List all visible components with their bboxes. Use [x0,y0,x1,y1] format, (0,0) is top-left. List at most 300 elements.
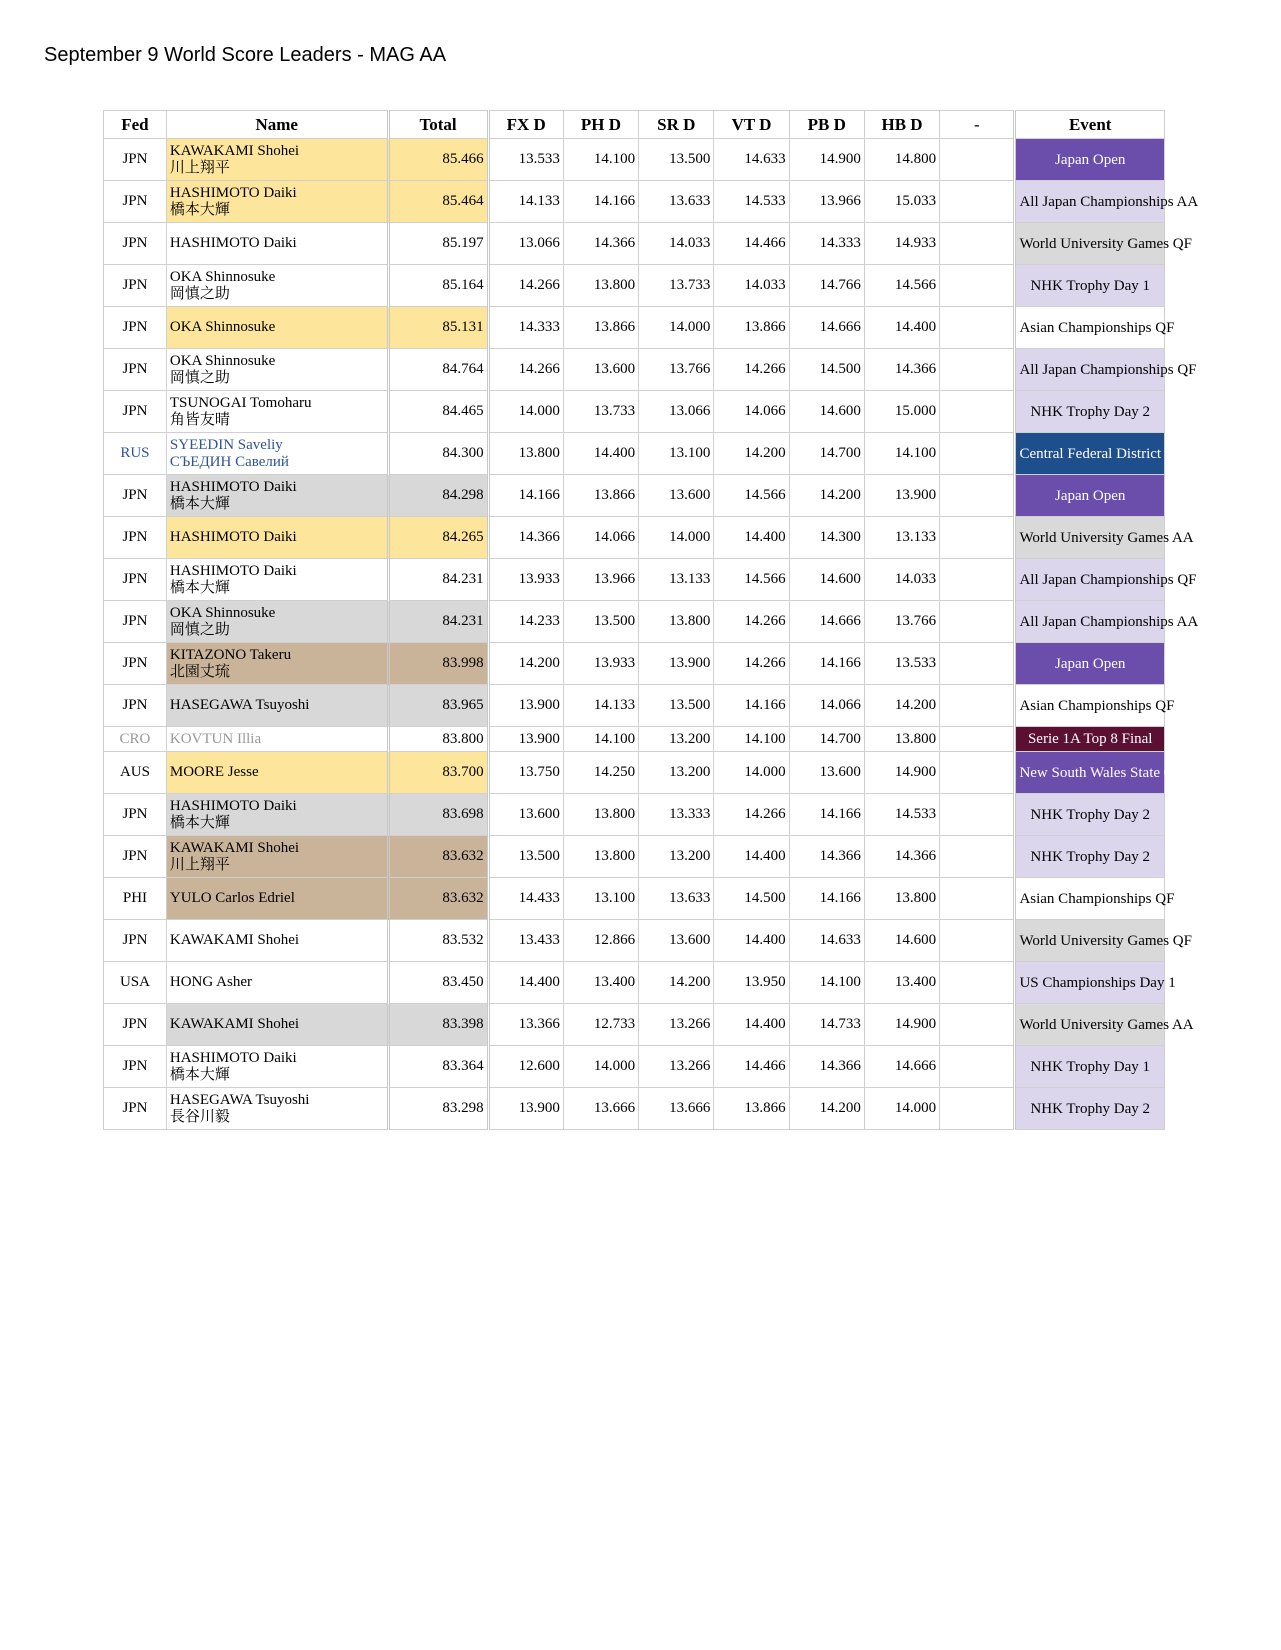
dash-cell [940,1046,1015,1088]
fed-cell: JPN [104,920,167,962]
vt-d-cell: 14.400 [714,1004,789,1046]
dash-cell [940,685,1015,727]
athlete-name: HASEGAWA Tsuyoshi [169,1091,310,1108]
table-row [104,836,1165,878]
hb-d-cell: 14.400 [864,307,939,349]
name-cell [166,349,388,391]
event-cell: All Japan Championships AA [1015,601,1165,643]
pb-d-cell: 14.600 [789,391,864,433]
table-row [104,1088,1165,1130]
fed-cell: JPN [104,349,167,391]
hb-d-cell: 14.800 [864,139,939,181]
header-pb-d: PB D [789,111,864,139]
ph-d-cell: 14.066 [563,517,638,559]
event-cell: World University Games QF [1015,920,1165,962]
fed-cell: JPN [104,139,167,181]
dash-cell [940,752,1015,794]
hb-d-cell: 14.000 [864,1088,939,1130]
vt-d-cell: 13.866 [714,307,789,349]
event-cell: Asian Championships QF [1015,685,1165,727]
ph-d-cell: 13.400 [563,962,638,1004]
event-cell: NHK Trophy Day 2 [1015,391,1165,433]
event-cell: NHK Trophy Day 2 [1015,794,1165,836]
hb-d-cell: 13.900 [864,475,939,517]
pb-d-cell: 13.966 [789,181,864,223]
pb-d-cell: 14.166 [789,643,864,685]
ph-d-cell: 14.100 [563,727,638,752]
fx-d-cell: 12.600 [488,1046,563,1088]
pb-d-cell: 14.700 [789,433,864,475]
sr-d-cell: 13.900 [639,643,714,685]
hb-d-cell: 13.533 [864,643,939,685]
fx-d-cell: 13.800 [488,433,563,475]
vt-d-cell: 14.400 [714,836,789,878]
dash-cell [940,349,1015,391]
pb-d-cell: 14.633 [789,920,864,962]
sr-d-cell: 13.600 [639,920,714,962]
name-cell [166,727,388,752]
ph-d-cell: 13.800 [563,794,638,836]
total-cell: 83.965 [388,685,488,727]
dash-cell [940,1088,1015,1130]
event-cell: Central Federal District Championships QF [1015,433,1165,475]
total-cell: 84.300 [388,433,488,475]
athlete-name: HASHIMOTO Daiki [169,562,297,579]
sr-d-cell: 13.633 [639,181,714,223]
name-cell [166,391,388,433]
fed-cell: JPN [104,223,167,265]
sr-d-cell: 13.500 [639,139,714,181]
athlete-name: HASHIMOTO Daiki [169,478,297,495]
event-cell: All Japan Championships QF [1015,349,1165,391]
table-row [104,181,1165,223]
pb-d-cell: 14.166 [789,794,864,836]
ph-d-cell: 13.666 [563,1088,638,1130]
ph-d-cell: 14.166 [563,181,638,223]
dash-cell [940,517,1015,559]
table-row [104,685,1165,727]
athlete-name: KAWAKAMI Shohei [169,1016,300,1032]
name-cell [166,878,388,920]
total-cell: 83.632 [388,836,488,878]
dash-cell [940,1004,1015,1046]
pb-d-cell: 14.200 [789,475,864,517]
athlete-native-name: 岡慎之助 [169,285,230,302]
total-cell: 83.398 [388,1004,488,1046]
fx-d-cell: 13.366 [488,1004,563,1046]
athlete-name: HASHIMOTO Daiki [169,529,297,545]
pb-d-cell: 14.900 [789,139,864,181]
vt-d-cell: 14.000 [714,752,789,794]
event-cell: All Japan Championships QF [1015,559,1165,601]
athlete-name: KAWAKAMI Shohei [169,932,300,948]
hb-d-cell: 13.766 [864,601,939,643]
fx-d-cell: 14.200 [488,643,563,685]
fed-cell: JPN [104,643,167,685]
fx-d-cell: 13.750 [488,752,563,794]
vt-d-cell: 14.400 [714,517,789,559]
pb-d-cell: 14.766 [789,265,864,307]
sr-d-cell: 14.033 [639,223,714,265]
sr-d-cell: 13.733 [639,265,714,307]
athlete-name: HASHIMOTO Daiki [169,797,297,814]
table-row [104,643,1165,685]
athlete-native-name: 長谷川毅 [169,1108,230,1125]
total-cell: 85.131 [388,307,488,349]
table-row [104,223,1165,265]
athlete-name: OKA Shinnosuke [169,319,276,335]
fx-d-cell: 13.933 [488,559,563,601]
ph-d-cell: 13.100 [563,878,638,920]
hb-d-cell: 15.000 [864,391,939,433]
fed-cell: CRO [104,727,167,752]
vt-d-cell: 14.266 [714,601,789,643]
ph-d-cell: 13.933 [563,643,638,685]
ph-d-cell: 14.366 [563,223,638,265]
ph-d-cell: 13.866 [563,475,638,517]
sr-d-cell: 13.800 [639,601,714,643]
table-row [104,920,1165,962]
event-cell: World University Games AA [1015,1004,1165,1046]
hb-d-cell: 14.533 [864,794,939,836]
athlete-name: HASHIMOTO Daiki [169,184,297,201]
table-row [104,475,1165,517]
dash-cell [940,601,1015,643]
event-cell: All Japan Championships AA [1015,181,1165,223]
name-cell [166,307,388,349]
fx-d-cell: 14.133 [488,181,563,223]
sr-d-cell: 13.500 [639,685,714,727]
vt-d-cell: 14.266 [714,349,789,391]
fed-cell: JPN [104,601,167,643]
fed-cell: JPN [104,307,167,349]
table-row [104,727,1165,752]
pb-d-cell: 14.066 [789,685,864,727]
fed-cell: JPN [104,181,167,223]
hb-d-cell: 13.400 [864,962,939,1004]
hb-d-cell: 14.666 [864,1046,939,1088]
table-row [104,517,1165,559]
vt-d-cell: 14.166 [714,685,789,727]
total-cell: 85.164 [388,265,488,307]
total-cell: 83.298 [388,1088,488,1130]
header-sr-d: SR D [639,111,714,139]
dash-cell [940,643,1015,685]
dash-cell [940,727,1015,752]
vt-d-cell: 14.633 [714,139,789,181]
total-cell: 84.764 [388,349,488,391]
total-cell: 84.231 [388,601,488,643]
fx-d-cell: 13.500 [488,836,563,878]
athlete-name: HONG Asher [169,974,252,990]
hb-d-cell: 14.100 [864,433,939,475]
vt-d-cell: 14.400 [714,920,789,962]
fx-d-cell: 14.266 [488,349,563,391]
ph-d-cell: 13.800 [563,265,638,307]
hb-d-cell: 14.200 [864,685,939,727]
athlete-name: MOORE Jesse [169,764,259,780]
fx-d-cell: 14.333 [488,307,563,349]
athlete-name: OKA Shinnosuke [169,604,276,621]
table-row [104,752,1165,794]
vt-d-cell: 14.533 [714,181,789,223]
vt-d-cell: 14.066 [714,391,789,433]
table-row [104,433,1165,475]
total-cell: 83.800 [388,727,488,752]
athlete-name: KAWAKAMI Shohei [169,839,300,856]
fx-d-cell: 14.400 [488,962,563,1004]
ph-d-cell: 14.000 [563,1046,638,1088]
fx-d-cell: 13.533 [488,139,563,181]
dash-cell [940,836,1015,878]
header-fed: Fed [104,111,167,139]
fed-cell: JPN [104,1088,167,1130]
dash-cell [940,559,1015,601]
athlete-name: TSUNOGAI Tomoharu [169,394,312,411]
athlete-native-name: 橋本大輝 [169,579,230,596]
sr-d-cell: 13.266 [639,1004,714,1046]
header-event: Event [1015,111,1165,139]
fx-d-cell: 14.433 [488,878,563,920]
fed-cell: JPN [104,1046,167,1088]
header-ph-d: PH D [563,111,638,139]
dash-cell [940,391,1015,433]
name-cell [166,475,388,517]
sr-d-cell: 13.333 [639,794,714,836]
ph-d-cell: 13.966 [563,559,638,601]
athlete-name: SYEEDIN Saveliy [169,436,283,453]
fed-cell: JPN [104,475,167,517]
name-cell [166,643,388,685]
score-table [103,110,1281,1130]
vt-d-cell: 14.033 [714,265,789,307]
header-dash: - [940,111,1015,139]
hb-d-cell: 14.900 [864,1004,939,1046]
ph-d-cell: 14.250 [563,752,638,794]
athlete-name: OKA Shinnosuke [169,352,276,369]
table-row [104,559,1165,601]
dash-cell [940,265,1015,307]
pb-d-cell: 13.600 [789,752,864,794]
dash-cell [940,878,1015,920]
header-total: Total [388,111,488,139]
pb-d-cell: 14.700 [789,727,864,752]
athlete-name: KITAZONO Takeru [169,646,292,663]
fed-cell: PHI [104,878,167,920]
athlete-native-name: 角皆友晴 [169,411,230,428]
athlete-native-name: 川上翔平 [169,856,230,873]
event-cell: New South Wales State Championships [1015,752,1165,794]
name-cell [166,836,388,878]
fx-d-cell: 13.600 [488,794,563,836]
page-title: September 9 World Score Leaders - MAG AA [44,44,447,66]
table-row [104,962,1165,1004]
name-cell [166,1088,388,1130]
fed-cell: RUS [104,433,167,475]
sr-d-cell: 13.066 [639,391,714,433]
dash-cell [940,181,1015,223]
event-cell: NHK Trophy Day 2 [1015,836,1165,878]
dash-cell [940,475,1015,517]
total-cell: 83.998 [388,643,488,685]
vt-d-cell: 13.866 [714,1088,789,1130]
name-cell [166,685,388,727]
fx-d-cell: 13.900 [488,727,563,752]
header-name: Name [166,111,388,139]
table-row [104,1004,1165,1046]
pb-d-cell: 14.500 [789,349,864,391]
athlete-native-name: 橋本大輝 [169,201,230,218]
name-cell [166,223,388,265]
athlete-native-name: 橋本大輝 [169,814,230,831]
fed-cell: JPN [104,265,167,307]
name-cell [166,601,388,643]
sr-d-cell: 13.200 [639,836,714,878]
athlete-native-name: 橋本大輝 [169,495,230,512]
hb-d-cell: 14.366 [864,836,939,878]
fx-d-cell: 14.366 [488,517,563,559]
table-row [104,878,1165,920]
total-cell: 84.465 [388,391,488,433]
athlete-native-name: 北園丈琉 [169,663,230,680]
table-row [104,307,1165,349]
sr-d-cell: 13.100 [639,433,714,475]
athlete-name: YULO Carlos Edriel [169,890,295,906]
hb-d-cell: 14.600 [864,920,939,962]
fx-d-cell: 14.166 [488,475,563,517]
vt-d-cell: 14.466 [714,1046,789,1088]
vt-d-cell: 14.266 [714,643,789,685]
hb-d-cell: 13.800 [864,727,939,752]
event-cell: Serie 1A Top 8 Final [1015,727,1165,752]
pb-d-cell: 14.666 [789,601,864,643]
fx-d-cell: 13.900 [488,685,563,727]
pb-d-cell: 14.333 [789,223,864,265]
athlete-name: HASHIMOTO Daiki [169,235,297,251]
vt-d-cell: 14.100 [714,727,789,752]
ph-d-cell: 13.600 [563,349,638,391]
sr-d-cell: 13.666 [639,1088,714,1130]
event-cell: Japan Open [1015,139,1165,181]
fx-d-cell: 14.266 [488,265,563,307]
table-row [104,349,1165,391]
ph-d-cell: 13.800 [563,836,638,878]
dash-cell [940,433,1015,475]
header-fx-d: FX D [488,111,563,139]
event-cell: Asian Championships QF [1015,307,1165,349]
name-cell [166,1046,388,1088]
fx-d-cell: 13.900 [488,1088,563,1130]
pb-d-cell: 14.733 [789,1004,864,1046]
vt-d-cell: 14.266 [714,794,789,836]
fx-d-cell: 14.000 [488,391,563,433]
total-cell: 83.632 [388,878,488,920]
header-hb-d: HB D [864,111,939,139]
event-cell: NHK Trophy Day 1 [1015,1046,1165,1088]
fed-cell: USA [104,962,167,1004]
vt-d-cell: 14.466 [714,223,789,265]
table-row [104,139,1165,181]
athlete-name: KAWAKAMI Shohei [169,142,300,159]
ph-d-cell: 12.733 [563,1004,638,1046]
table-row [104,265,1165,307]
pb-d-cell: 14.200 [789,1088,864,1130]
fed-cell: JPN [104,1004,167,1046]
total-cell: 85.464 [388,181,488,223]
pb-d-cell: 14.166 [789,878,864,920]
fed-cell: JPN [104,559,167,601]
pb-d-cell: 14.666 [789,307,864,349]
dash-cell [940,962,1015,1004]
hb-d-cell: 14.366 [864,349,939,391]
vt-d-cell: 14.566 [714,475,789,517]
total-cell: 83.364 [388,1046,488,1088]
dash-cell [940,307,1015,349]
dash-cell [940,139,1015,181]
dash-cell [940,223,1015,265]
ph-d-cell: 14.400 [563,433,638,475]
athlete-native-name: 岡慎之助 [169,369,230,386]
sr-d-cell: 14.200 [639,962,714,1004]
name-cell [166,559,388,601]
hb-d-cell: 14.933 [864,223,939,265]
hb-d-cell: 14.566 [864,265,939,307]
header-vt-d: VT D [714,111,789,139]
total-cell: 84.298 [388,475,488,517]
athlete-name: HASEGAWA Tsuyoshi [169,697,310,713]
sr-d-cell: 14.000 [639,517,714,559]
name-cell [166,962,388,1004]
header-row [104,111,1165,139]
event-cell: World University Games QF [1015,223,1165,265]
event-cell: Japan Open [1015,643,1165,685]
event-cell: Asian Championships QF [1015,878,1165,920]
name-cell [166,433,388,475]
total-cell: 83.700 [388,752,488,794]
table-row [104,601,1165,643]
table-row [104,391,1165,433]
vt-d-cell: 14.500 [714,878,789,920]
athlete-native-name: СЪЕДИН Савелий [169,453,289,470]
name-cell [166,139,388,181]
fed-cell: JPN [104,836,167,878]
ph-d-cell: 14.100 [563,139,638,181]
hb-d-cell: 15.033 [864,181,939,223]
sr-d-cell: 13.133 [639,559,714,601]
name-cell [166,1004,388,1046]
event-cell: US Championships Day 1 [1015,962,1165,1004]
name-cell [166,517,388,559]
sr-d-cell: 13.200 [639,752,714,794]
total-cell: 84.231 [388,559,488,601]
name-cell [166,265,388,307]
vt-d-cell: 14.200 [714,433,789,475]
event-cell: NHK Trophy Day 2 [1015,1088,1165,1130]
sr-d-cell: 13.266 [639,1046,714,1088]
dash-cell [940,920,1015,962]
name-cell [166,920,388,962]
pb-d-cell: 14.600 [789,559,864,601]
sr-d-cell: 13.200 [639,727,714,752]
pb-d-cell: 14.100 [789,962,864,1004]
name-cell [166,794,388,836]
fed-cell: JPN [104,794,167,836]
sr-d-cell: 14.000 [639,307,714,349]
table-row [104,1046,1165,1088]
hb-d-cell: 14.033 [864,559,939,601]
fed-cell: AUS [104,752,167,794]
athlete-name: OKA Shinnosuke [169,268,276,285]
